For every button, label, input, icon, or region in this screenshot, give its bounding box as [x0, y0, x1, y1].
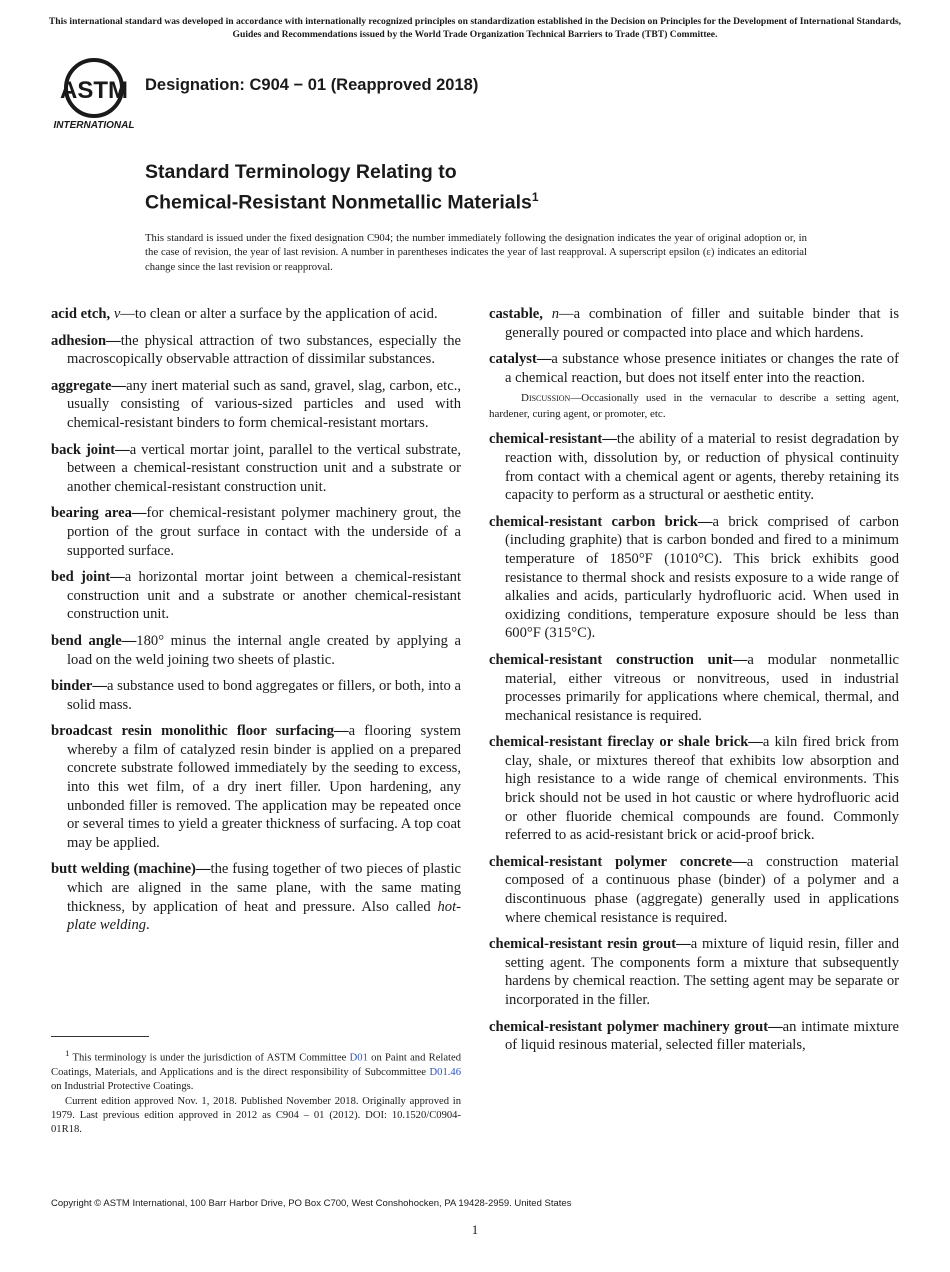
term-name: chemical-resistant polymer machinery grout— — [489, 1018, 783, 1035]
term-name: chemical-resistant fireclay or shale brick— — [489, 734, 763, 751]
term-definition: the fusing together of two pieces of plastic which are aligned in the same plane, with the same mating thickness, by application of heat and pressure. Also called — [67, 861, 461, 915]
standard-note: This standard is issued under the fixed designation C904; the number immediately following the designation indicates the year of original adoption or, in the case of revision, the year of last revision. A number in parentheses indicates the year of last reapproval. A superscript epsilon (ε) indicates an editorial change since the last revision or reapproval. — [145, 232, 807, 273]
term-name: broadcast resin monolithic floor surfacing— — [51, 723, 349, 740]
wto-notice: This international standard was developed in accordance with internationally recognized principles on standardization established in the Decision on Principles for the Development of International Standards, Guides and Recommendations issued by the World Trade Organization Technical Barriers to Trade (TBT) Committee. — [48, 16, 902, 40]
term-name: catalyst— — [489, 351, 552, 368]
term-entry — [489, 1018, 899, 1055]
left-column — [51, 305, 461, 943]
term-name: castable, — [489, 306, 543, 322]
term-definition: a brick comprised of carbon (including graphite) that is carbon bonded and fired to a minimum temperature of 1850°F (1010°C). This brick exhibits good resistance to thermal shock and resists exposure to a wide range of alkalies and acids, particularly hydrofluoric acid. When used in oxidizing conditions, temperature exposure should be less than 600°F (315°C). — [505, 513, 899, 642]
term-entry — [51, 377, 461, 433]
astm-logo — [52, 56, 136, 132]
footnote-divider — [51, 1036, 149, 1037]
term-definition: a modular nonmetallic material, either vitreous or nonvitreous, used in industrial processes primarily for applications where chemical, thermal, and mechanical resistance is required. — [505, 651, 899, 724]
term-name: chemical-resistant polymer concrete— — [489, 853, 747, 870]
logo-text: ASTM — [60, 77, 128, 104]
term-definition: a kiln fired brick from clay, shale, or mixtures thereof that exhibits low absorption and high resistance to a wide range of chemical environments. This brick should not be used in hot caustic or where hydrofluoric acid or other fluoride chemical compounds are found. Commonly referred to as acid-resistant brick or acid-proof brick. — [505, 734, 899, 844]
term-name: chemical-resistant resin grout— — [489, 936, 691, 953]
term-definition: a substance used to bond aggregates or fillers, or both, into a solid mass. — [67, 678, 461, 713]
term-entry — [489, 430, 899, 504]
copyright: Copyright © ASTM International, 100 Barr Harbor Drive, PO Box C700, West Conshohocken, PA 19428-2959. United States — [51, 1198, 572, 1209]
term-name: bed joint— — [51, 569, 125, 586]
term-definition: a substance whose presence initiates or changes the rate of a chemical reaction, but does not itself enter into the reaction. — [505, 351, 899, 386]
term-entry — [51, 677, 461, 714]
term-entry — [51, 441, 461, 497]
term-name: binder— — [51, 678, 107, 695]
term-entry — [51, 305, 461, 324]
term-entry — [489, 935, 899, 1009]
discussion-text: —Occasionally used in the vernacular to describe a setting agent, hardener, curing agent, or promoter, etc. — [489, 392, 899, 420]
term-entry — [51, 504, 461, 560]
term-definition: —to clean or alter a surface by the application of acid. — [120, 306, 438, 322]
committee-link[interactable]: D01 — [349, 1052, 368, 1064]
term-name: chemical-resistant carbon brick— — [489, 513, 713, 530]
footnotes — [51, 1046, 461, 1138]
term-name: aggregate— — [51, 377, 127, 394]
term-entry — [489, 350, 899, 387]
term-entry — [489, 513, 899, 643]
term-name: butt welding (machine)— — [51, 861, 211, 878]
term-definition: the physical attraction of two substances, especially the macroscopically observable attraction of dissimilar substances. — [67, 332, 461, 368]
document-title — [145, 160, 539, 216]
page-number: 1 — [471, 1222, 479, 1237]
term-definition: 180° minus the internal angle created by applying a load on the weld joining two sheets of plastic. — [67, 632, 461, 668]
term-name: chemical-resistant— — [489, 431, 617, 448]
term-definition: for chemical-resistant polymer machinery grout, the portion of the grout surface in contact with the underside of a supported surface. — [67, 505, 461, 559]
term-name: back joint— — [51, 441, 130, 458]
part-of-speech: v — [113, 306, 121, 322]
term-definition: the ability of a material to resist degradation by reaction with, dissolution by, or reduction of physical continuity from contact with a chemical agent or agents, thereby retaining its capacity to perform as a structural or aesthetic entity. — [505, 431, 899, 504]
term-entry — [489, 733, 899, 845]
term-entry — [51, 722, 461, 852]
title-footnote-mark[interactable]: 1 — [531, 190, 539, 204]
discussion-label: Discussion — [521, 392, 571, 405]
subcommittee-link[interactable]: D01.46 — [429, 1066, 461, 1078]
term-definition: a mixture of liquid resin, filler and setting agent. The components form a mixture that subsequently hardens by chemical reaction. The setting agent may be separate or incorporated in the filler. — [505, 936, 899, 1008]
designation: Designation: C904 − 01 (Reapproved 2018) — [145, 76, 479, 94]
term-name: adhesion— — [51, 332, 121, 349]
term-definition: a vertical mortar joint, parallel to the vertical substrate, between a chemical-resistant construction unit and a substrate or another chemical-resistant construction unit. — [67, 441, 462, 495]
term-definition: a construction material composed of a continuous phase (binder) of a polymer and a discontinuous phase (aggregate) generally used in applications where chemical resistance is required. — [505, 853, 899, 926]
term-entry: butt welding (machine)—the fusing together of two pieces of plastic which are aligned in the same plane, with the same mating thickness, by application of heat and pressure. Also called hot-plate welding. — [51, 861, 461, 934]
term-discussion — [489, 391, 899, 422]
term-name: chemical-resistant construction unit— — [489, 651, 748, 668]
footnote-mark: 1 — [65, 1048, 70, 1058]
term-cross-reference: hot-plate welding — [67, 898, 461, 934]
title-line-1: Standard Terminology Relating to — [145, 161, 457, 183]
term-entry — [51, 332, 461, 369]
term-definition: —a combination of filler and suitable binder that is generally poured or compacted into place and which hardens. — [505, 306, 899, 341]
term-name: acid etch, — [51, 306, 111, 322]
term-definition: an intimate mixture of liquid resinous material, selected filler materials, — [505, 1018, 899, 1054]
term-entry — [489, 305, 899, 342]
term-definition: a flooring system whereby a film of catalyzed resin binder is applied on a prepared concrete substrate followed immediately by the seeding to excess, into this wet film, of a dry inert filler. Upon hardening, any unbonded filler is removed. The application may be repeated once or several times to yield a greater thickness of surfacing. A top coat may be applied. — [67, 723, 461, 851]
edition-note: Current edition approved Nov. 1, 2018. Published November 2018. Originally approved in 1979. Last previous edition approved in 2012 as C904 – 01 (2012). DOI: 10.1520/C0904-01R18. — [51, 1095, 461, 1135]
term-entry — [51, 568, 461, 624]
logo-subtext: INTERNATIONAL — [53, 120, 135, 131]
right-column — [489, 305, 899, 1063]
term-name: bearing area— — [51, 505, 147, 522]
term-entry — [489, 853, 899, 927]
title-line-2: Chemical-Resistant Nonmetallic Materials — [145, 191, 532, 214]
term-name: bend angle— — [51, 632, 137, 649]
term-entry — [489, 651, 899, 725]
part-of-speech: n — [551, 306, 559, 322]
term-definition: any inert material such as sand, gravel, slag, carbon, etc., usually consisting of various-sized particles and used with chemical-resistant binders to form chemical-resistant mortars. — [67, 377, 461, 431]
footnote-1: $^1$ This terminology is under the jurisdiction of ASTM Committee D01 on Paint and Related Coatings, Materials, and Applications and is the direct responsibility of Subcommittee D01.46 on Industrial Protective Coatings. — [51, 1048, 461, 1092]
term-definition: a horizontal mortar joint between a chemical-resistant construction unit and a substrate or another chemical-resistant construction unit. — [67, 569, 462, 623]
term-entry — [51, 632, 461, 669]
